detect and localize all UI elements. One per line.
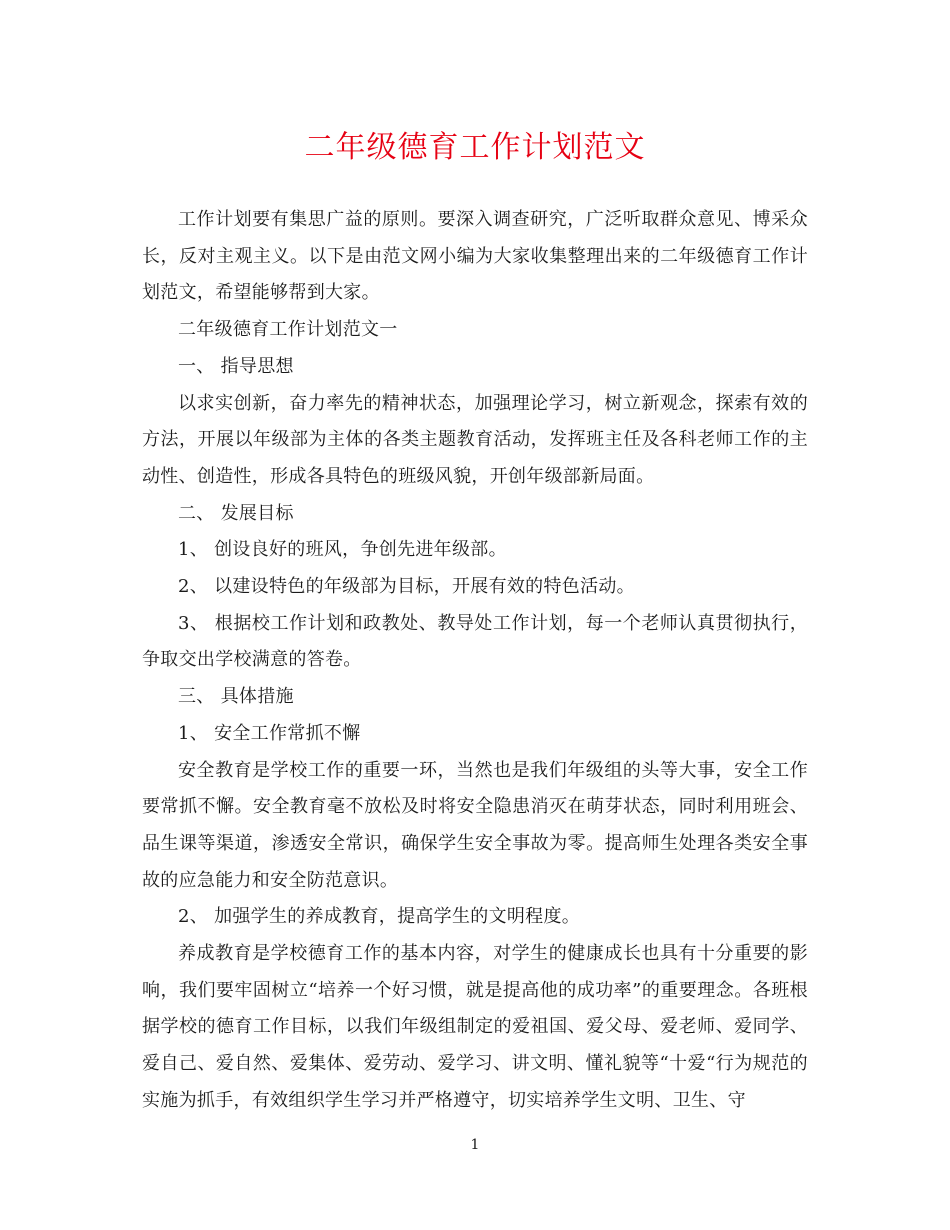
paragraph-measure-2-heading: 2、 加强学生的养成教育，提高学生的文明程度。 xyxy=(178,906,581,928)
paragraph-heading-goals: 二、 发展目标 xyxy=(178,502,294,524)
paragraph-goal-2: 2、 以建设特色的年级部为目标，开展有效的特色活动。 xyxy=(178,576,635,598)
paragraph-measure-1: 安全教育是学校工作的重要一环，当然也是我们年级组的头等大事，安全工作要常抓不懈。安全教育毫不放松及时将安全隐患消灭在萌芽状态，同时利用班会、品生课等渠道，渗透安全常识，确保学生安全事故为零。提高师生处理各类安全事故的应急能力和安全防范意识。 xyxy=(142,759,808,891)
document-body xyxy=(142,202,808,1120)
paragraph-intro: 工作计划要有集思广益的原则。要深入调查研究，广泛听取群众意见、博采众长，反对主观主义。以下是由范文网小编为大家收集整理出来的二年级德育工作计划范文，希望能够帮到大家。 xyxy=(142,209,808,304)
paragraph-measure-1-heading: 1、 安全工作常抓不懈 xyxy=(178,722,361,744)
paragraph-measure-2: 养成教育是学校德育工作的基本内容，对学生的健康成长也具有十分重要的影响，我们要牢固树立“培养一个好习惯，就是提高他的成功率”的重要理念。各班根据学校的德育工作目标，以我们年级组制定的爱祖国、爱父母、爱老师、爱同学、爱自己、爱自然、爱集体、爱劳动、爱学习、讲文明、懂礼貌等“十爱“行为规范的实施为抓手，有效组织学生学习并严格遵守，切实培养学生文明、卫生、守 xyxy=(142,943,808,1111)
paragraph-section-title: 二年级德育工作计划范文一 xyxy=(178,319,398,341)
paragraph-heading-guiding-thought: 一、 指导思想 xyxy=(178,355,294,377)
paragraph-guiding-thought: 以求实创新，奋力率先的精神状态，加强理论学习，树立新观念，探索有效的方法，开展以年级部为主体的各类主题教育活动，发挥班主任及各科老师工作的主动性、创造性，形成各具特色的班级风貌，开创年级部新局面。 xyxy=(142,392,808,487)
document-title: 二年级德育工作计划范文 xyxy=(304,130,646,165)
paragraph-goal-1: 1、 创设良好的班风，争创先进年级部。 xyxy=(178,539,507,561)
paragraph-goal-3: 3、 根据校工作计划和政教处、教导处工作计划，每一个老师认真贯彻执行，争取交出学校满意的答卷。 xyxy=(142,612,808,671)
page-number: 1 xyxy=(470,1137,480,1153)
paragraph-heading-measures: 三、 具体措施 xyxy=(178,686,294,708)
